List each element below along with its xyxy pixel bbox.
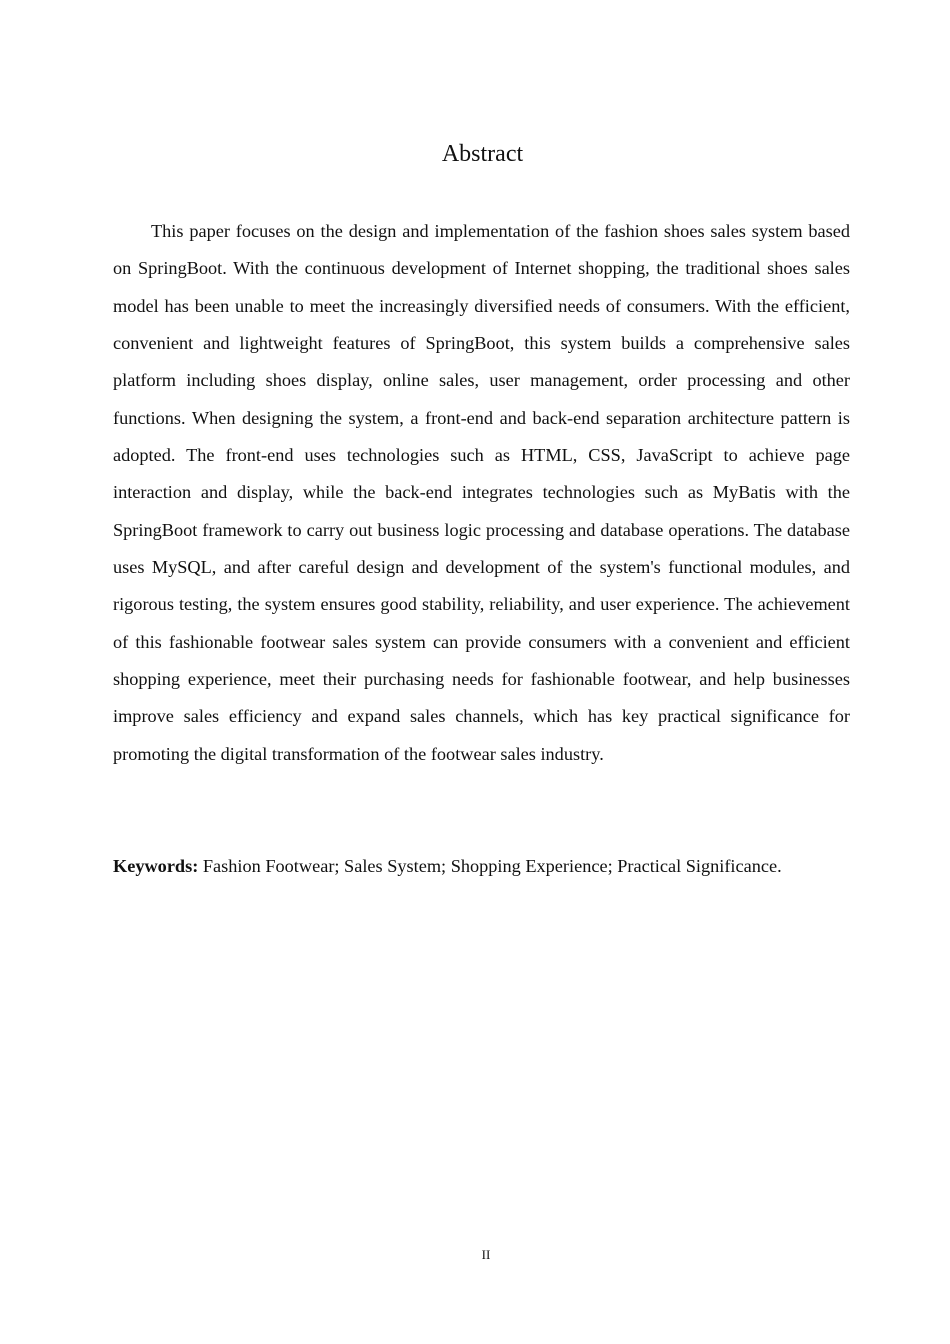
keywords-text: Fashion Footwear; Sales System; Shopping Experience; Practical Significance. [202,856,782,876]
keywords-line [113,850,850,882]
page-number: II [481,1247,491,1262]
abstract-title: Abstract [441,141,524,168]
keywords-label: Keywords: [113,856,199,876]
abstract-body: This paper focuses on the design and implementation of the fashion shoes sales system based on SpringBoot. With the continuous development of Internet shopping, the traditional shoes sales model has been unable to meet the increasingly diversified needs of consumers. With the efficient, convenient and lightweight features of SpringBoot, this system builds a comprehensive sales platform including shoes display, online sales, user management, order processing and other functions. When designing the system, a front-end and back-end separation architecture pattern is adopted. The front-end uses technologies such as HTML, CSS, JavaScript to achieve page interaction and display, while the back-end integrates technologies such as MyBatis with the SpringBoot framework to carry out business logic processing and database operations. The database uses MySQL, and after careful design and development of the system's functional modules, and rigorous testing, the system ensures good stability, reliability, and user experience. The achievement of this fashionable footwear sales system can provide consumers with a convenient and efficient shopping experience, meet their purchasing needs for fashionable footwear, and help businesses improve sales efficiency and expand sales channels, which has key practical significance for promoting the digital transformation of the footwear sales industry. [113,221,850,764]
